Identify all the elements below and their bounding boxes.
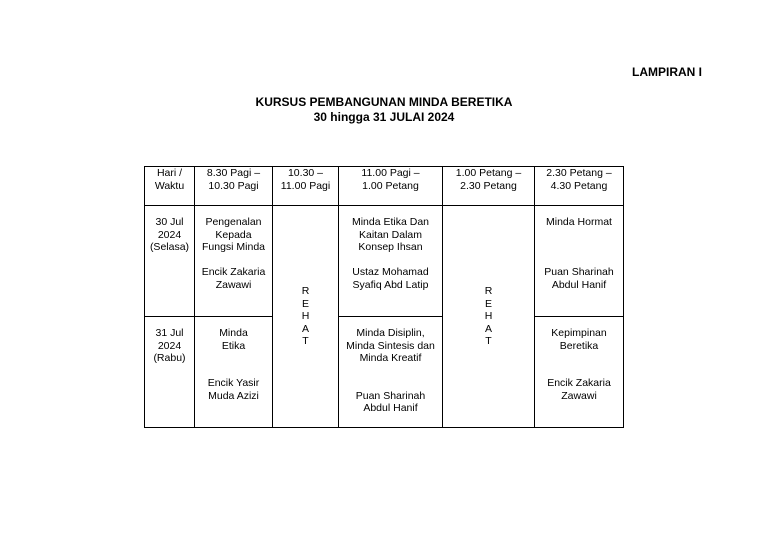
session-speaker: Puan Sharinah xyxy=(544,266,614,279)
session-speaker: Ustaz Mohamad xyxy=(352,266,429,279)
schedule-table xyxy=(144,166,624,428)
session-topic: Kepimpinan xyxy=(551,327,607,339)
session-speaker: Encik Zakaria xyxy=(547,377,611,390)
header-day-time: Hari / Waktu xyxy=(145,167,195,206)
header-row xyxy=(145,167,624,206)
title-block xyxy=(0,95,768,125)
document-title: KURSUS PEMBANGUNAN MINDA BERETIKA xyxy=(255,95,513,109)
session-speaker: Encik Yasir xyxy=(207,377,260,390)
day-cell: 31 Jul 2024 (Rabu) xyxy=(145,317,195,428)
session-topic: Minda Etika Dan xyxy=(351,216,430,228)
session-cell: Minda Etika Encik Yasir Muda Azizi xyxy=(195,317,273,428)
table-row xyxy=(145,206,624,317)
session-topic: Pengenalan xyxy=(205,216,262,228)
document-subtitle: 30 hingga 31 JULAI 2024 xyxy=(313,110,455,124)
header-slot-3: 2.30 Petang – 4.30 Petang xyxy=(535,167,624,206)
session-cell: Minda Etika Dan Kaitan Dalam Konsep Ihsan Ustaz Mohamad Syafiq Abd Latip xyxy=(339,206,443,317)
session-speaker: Puan Sharinah xyxy=(355,389,426,402)
break-cell-2 xyxy=(443,206,535,428)
break-label: REHAT xyxy=(484,285,493,348)
table-row xyxy=(145,317,624,428)
session-cell: Pengenalan Kepada Fungsi Minda Encik Zakaria Zawawi xyxy=(195,206,273,317)
break-label: REHAT xyxy=(301,285,310,348)
session-cell: Minda Hormat Puan Sharinah Abdul Hanif xyxy=(535,206,624,317)
header-break-1: 10.30 – 11.00 Pagi xyxy=(273,167,339,206)
session-topic: Minda xyxy=(219,327,248,339)
session-cell: Kepimpinan Beretika Encik Zakaria Zawawi xyxy=(535,317,624,428)
session-topic: Minda Hormat xyxy=(546,216,612,228)
header-break-2: 1.00 Petang – 2.30 Petang xyxy=(443,167,535,206)
break-cell-1 xyxy=(273,206,339,428)
header-slot-1: 8.30 Pagi – 10.30 Pagi xyxy=(195,167,273,206)
day-cell: 30 Jul 2024 (Selasa) xyxy=(145,206,195,317)
session-topic: Minda Disiplin, xyxy=(356,327,425,339)
annex-label: LAMPIRAN I xyxy=(632,65,702,79)
header-slot-2: 11.00 Pagi – 1.00 Petang xyxy=(339,167,443,206)
session-speaker: Encik Zakaria xyxy=(201,266,266,279)
session-cell: Minda Disiplin, Minda Sintesis dan Minda Kreatif Puan Sharinah Abdul Hanif xyxy=(339,317,443,428)
